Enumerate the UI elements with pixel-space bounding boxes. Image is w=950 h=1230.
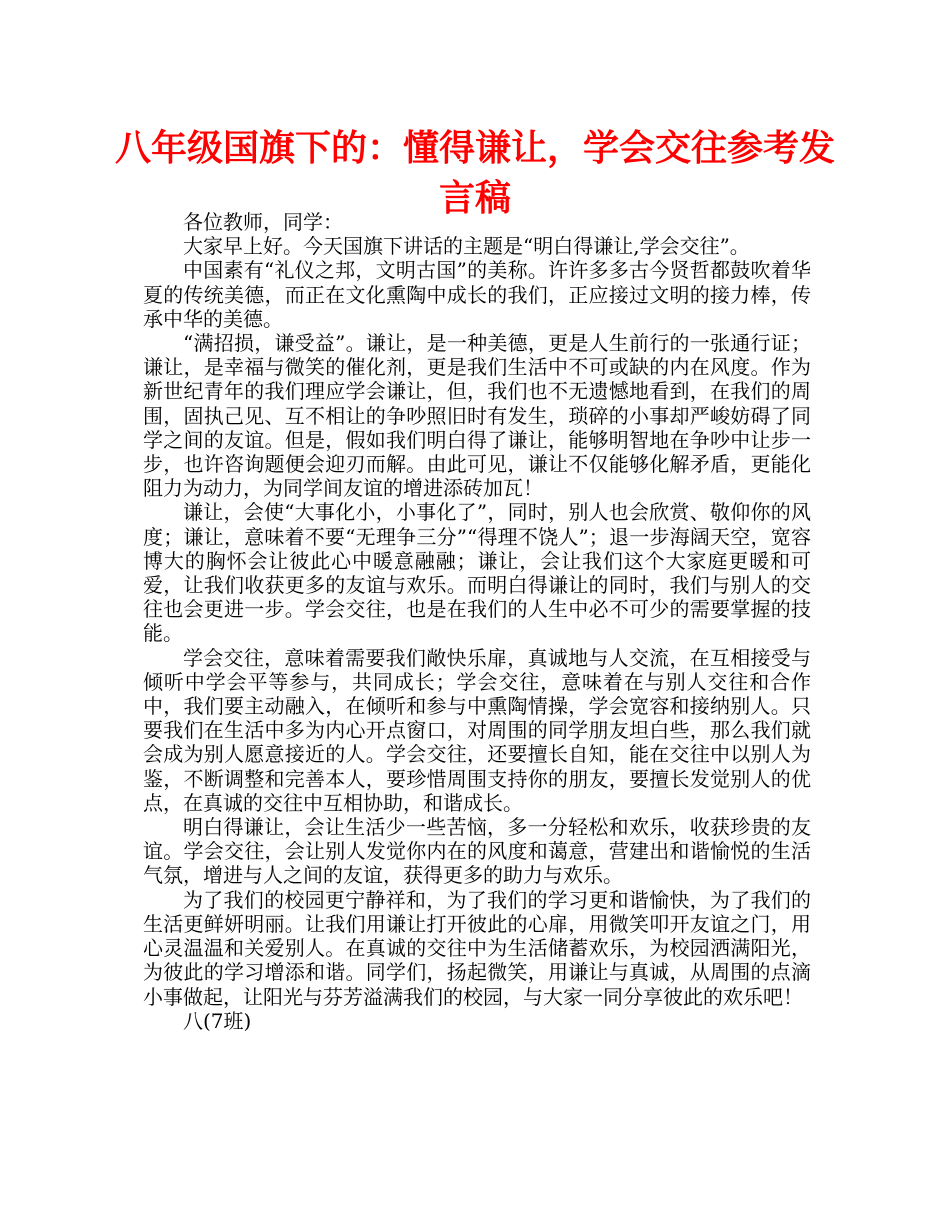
body-paragraph: 学会交往，意味着需要我们敞快乐扉，真诚地与人交流，在互相接受与倾听中学会平等参与，共同成长；学会交往，意味着在与别人交往和合作中，我们要主动融入，在倾听和参与中熏陶情操，学会宽容和接纳别人。只要我们在生活中多为内心开点窗口，对周围的同学朋友坦白些，那么我们就会成为别人愿意接近的人。学会交往，还要擅长自知，能在交往中以别人为鉴，不断调整和完善本人，要珍惜周围支持你的朋友，要擅长发觉别人的优点，在真诚的交往中互相协助，和谐成长。: [143, 645, 811, 815]
body-paragraph: 为了我们的校园更宁静祥和，为了我们的学习更和谐愉快，为了我们的生活更鲜妍明丽。让我们用谦让打开彼此的心扉，用微笑叩开友谊之门，用心灵温温和关爱别人。在真诚的交往中为生活储蓄欢乐，为校园洒满阳光，为彼此的学习增添和谐。同学们，扬起微笑，用谦让与真诚，从周围的点滴小事做起，让阳光与芬芳溢满我们的校园，与大家一同分享彼此的欢乐吧！: [143, 887, 811, 1009]
body-paragraph: 中国素有“礼仪之邦，文明古国”的美称。许许多多古今贤哲都鼓吹着华夏的传统美德，而正在文化熏陶中成长的我们，正应接过文明的接力棒，传承中华的美德。: [143, 258, 811, 331]
document-title: 八年级国旗下的：懂得谦让，学会交往参考发言稿: [114, 128, 835, 219]
body-paragraph: “满招损，谦受益”。谦让，是一种美德，更是人生前行的一张通行证；谦让，是幸福与微笑的催化剂，更是我们生活中不可或缺的内在风度。作为新世纪青年的我们理应学会谦让，但，我们也不无遗憾地看到，在我们的周围，固执己见、互不相让的争吵照旧时有发生，琐碎的小事却严峻妨碍了同学之间的友谊。但是，假如我们明白得了谦让，能够明智地在争吵中让步一步，也许咨询题便会迎刃而解。由此可见，谦让不仅能够化解矛盾，更能化阻力为动力，为同学间友谊的增进添砖加瓦！: [143, 331, 811, 501]
body-paragraph: 明白得谦让，会让生活少一些苦恼，多一分轻松和欢乐，收获珍贵的友谊。学会交往，会让别人发觉你内在的风度和蔼意，营建出和谐愉悦的生活气氛，增进与人之间的友谊，获得更多的助力与欢乐。: [143, 815, 811, 888]
document-body: [143, 210, 811, 1033]
salutation: 各位教师，同学：: [183, 210, 343, 234]
body-paragraph: 谦让，会使“大事化小，小事化了”，同时，别人也会欣赏、敬仰你的风度；谦让，意味着不要“无理争三分”“得理不饶人”；退一步海阔天空，宽容博大的胸怀会让彼此心中暖意融融；谦让，会让我们这个大家庭更暖和可爱，让我们收获更多的友谊与欢乐。而明白得谦让的同时，我们与别人的交往也会更进一步。学会交往，也是在我们的人生中必不可少的需要掌握的技能。: [143, 500, 811, 646]
signature: 八(7班): [183, 1008, 252, 1033]
greeting-paragraph: 大家早上好。今天国旗下讲话的主题是“明白得谦让,学会交往”。: [183, 234, 750, 259]
